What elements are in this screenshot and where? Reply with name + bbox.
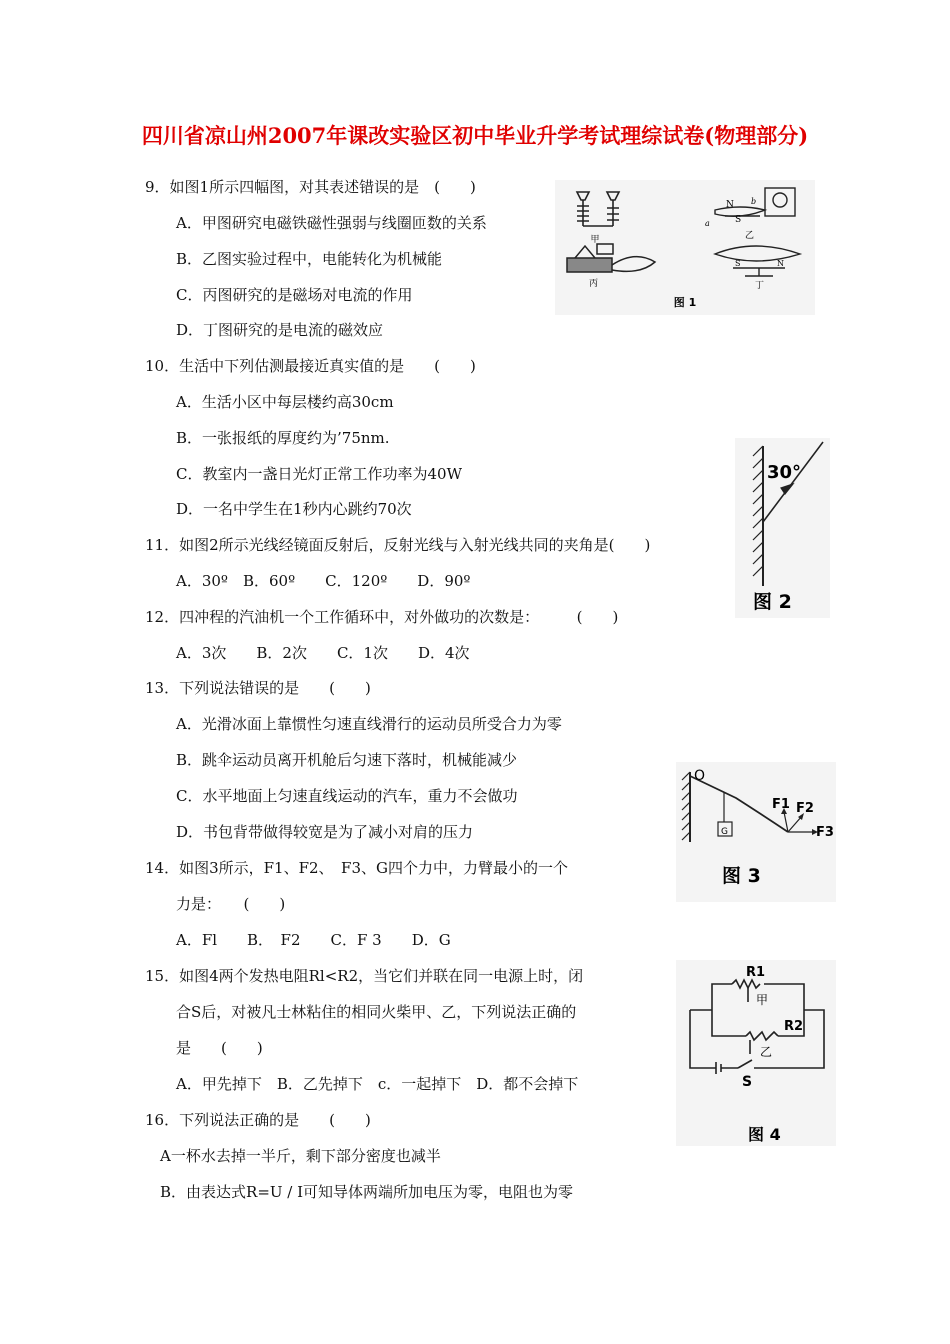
question-15-stem-cont2: 是 ( ) <box>176 1039 263 1057</box>
question-14-stem-cont: 力是： ( ) <box>176 895 286 913</box>
question-15-stem-cont: 合S后，对被凡士林粘住的相同火柴甲、乙，下列说法正确的 <box>176 1003 577 1021</box>
question-12-options: A．3次 B．2次 C．1次 D．4次 <box>176 644 470 662</box>
figure-3-label-f3: F3 <box>816 825 834 840</box>
figure-3-label-g: G <box>721 827 728 837</box>
figure-4-label-s: S <box>742 1074 753 1090</box>
figure-4-label-yi: 乙 <box>760 1045 773 1059</box>
figure-1-label-s2: S <box>735 259 741 268</box>
figure-3-label-f1: F1 <box>772 797 790 812</box>
figure-1-caption: 图 1 <box>673 296 697 309</box>
question-10-option-c: C．教室内一盏日光灯正常工作功率为40W <box>176 465 462 483</box>
figure-3-label-f2: F2 <box>796 801 814 816</box>
question-13-option-b: B．跳伞运动员离开机舱后匀速下落时，机械能减少 <box>176 751 518 769</box>
question-13-option-a: A．光滑冰面上靠惯性匀速直线滑行的运动员所受合力为零 <box>176 715 562 733</box>
figure-4-label-jia: 甲 <box>756 993 769 1007</box>
question-15-stem: 15．如图4两个发热电阻Rl<R2，当它们并联在同一电源上时，闭 <box>145 967 584 985</box>
figure-1 <box>555 180 815 315</box>
question-13-option-c: C．水平地面上匀速直线运动的汽车，重力不会做功 <box>176 787 518 805</box>
question-9-stem: 9．如图1所示四幅图，对其表述错误的是 ( ) <box>145 178 476 196</box>
figure-2 <box>735 438 830 618</box>
question-14-options: A．Fl B． F2 C．F 3 D．G <box>176 931 451 949</box>
figure-2-caption: 图 2 <box>753 591 792 613</box>
figure-3 <box>676 762 836 902</box>
question-11-stem: 11．如图2所示光线经镜面反射后，反射光线与入射光线共同的夹角是( ) <box>145 536 651 554</box>
question-10-option-a: A．生活小区中每层楼约高30cm <box>176 393 394 411</box>
figure-4 <box>676 960 836 1146</box>
figure-1-label-s: S <box>735 215 742 225</box>
question-14-stem: 14．如图3所示，F1、F2、 F3、G四个力中，力臂最小的一个 <box>145 859 568 877</box>
figure-1-label-b: b <box>751 197 757 206</box>
question-10-option-b: B．一张报纸的厚度约为’75nm. <box>176 429 390 447</box>
question-11-options: A．30º B．60º C．120º D．90º <box>176 572 471 590</box>
figure-2-angle: 30° <box>767 462 802 483</box>
figure-4-label-r1: R1 <box>746 965 766 980</box>
question-10-stem: 10．生活中下列估测最接近真实值的是 ( ) <box>145 357 476 375</box>
question-16-option-b: B．由表达式R=U / I可知导体两端所加电压为零，电阻也为零 <box>160 1183 574 1201</box>
figure-1-label-n: N <box>726 200 734 210</box>
question-9-option-c: C．丙图研究的是磁场对电流的作用 <box>176 286 413 304</box>
question-12-stem: 12．四冲程的汽油机一个工作循环中，对外做功的次数是： ( ) <box>145 608 619 626</box>
question-16-stem: 16．下列说法正确的是 ( ) <box>145 1111 371 1129</box>
figure-1-label-a: a <box>705 219 710 228</box>
exam-title: 四川省凉山州2007年课改实验区初中毕业升学考试理综试卷(物理部分) <box>141 123 809 148</box>
figure-1-label-yi: 乙 <box>745 231 755 241</box>
question-15-options: A．甲先掉下 B．乙先掉下 c．一起掉下 D．都不会掉下 <box>176 1075 579 1093</box>
figure-4-label-r2: R2 <box>784 1019 804 1034</box>
figure-1-label-bing: 丙 <box>589 279 599 289</box>
question-9-option-b: B．乙图实验过程中，电能转化为机械能 <box>176 250 443 268</box>
question-9-option-d: D．丁图研究的是电流的磁效应 <box>176 321 384 339</box>
figure-1-label-n2: N <box>777 259 784 268</box>
figure-3-label-o: O <box>694 768 706 784</box>
question-13-stem: 13．下列说法错误的是 ( ) <box>145 679 371 697</box>
question-10-option-d: D．一名中学生在1秒内心跳约70次 <box>176 500 412 518</box>
question-9-option-a: A．甲图研究电磁铁磁性强弱与线圈匝数的关系 <box>176 214 487 232</box>
question-13-option-d: D．书包背带做得较宽是为了减小对肩的压力 <box>176 823 474 841</box>
figure-4-caption: 图 4 <box>748 1125 781 1144</box>
figure-1-label-jia: 甲 <box>590 235 600 245</box>
question-16-option-a: A一杯水去掉一半斤，剩下部分密度也减半 <box>160 1147 441 1165</box>
figure-3-caption: 图 3 <box>722 865 761 887</box>
figure-1-label-ding: 丁 <box>755 281 765 291</box>
